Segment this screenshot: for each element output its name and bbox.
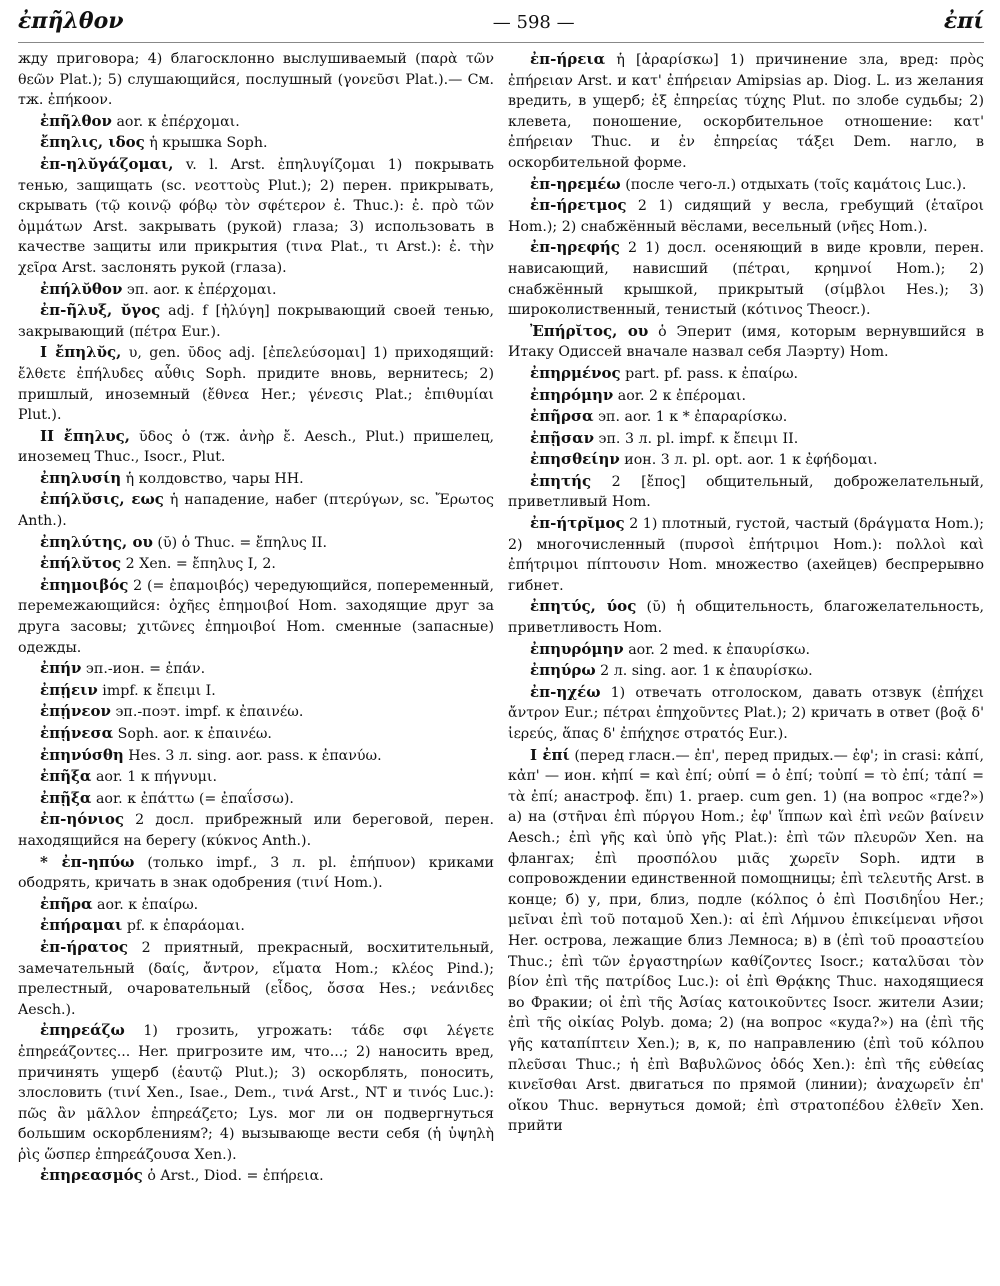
entry-text: 1) грозить, угрожать: τάδε σφι λέγετε ἐπηρεάζοντες... Her. пригрозите им, что...; 2) наносить вред, причинять ущерб (ἑαυτῷ Plut.); 3) оскорблять, поносить, злословить (τινί Xen., Isae., Dem., τινά Arst., NT и τινός Luc.): πῶς ἂν μᾶλλον ἐπηρεάζετο; Lys. мог ли он подвергнуться большим оскорблениям?; 4) вызывающе вести себя (ἡ ὑψηλὴ ῥὶς ὥσπερ ἐπηρεάζουσα Xen.).	[18, 1023, 494, 1163]
entry-headword: ἐπηύρω	[530, 661, 596, 680]
entry-headword: ἐπητύς, ύος	[530, 597, 637, 616]
dictionary-entry	[18, 680, 494, 702]
entry-text: 2 1) сидящий у весла, гребущий (ἑταῖροι Hom.); 2) снабжённый вёслами, весельный (νῆες Hom.).	[508, 198, 984, 235]
entry-headword: ἐπῇξα	[40, 788, 92, 807]
entry-headword: ἐπήραμαι	[40, 916, 123, 935]
entry-text: impf. к ἔπειμι I.	[97, 682, 216, 699]
entry-text: эп.-ион. = ἐπάν.	[81, 661, 206, 678]
right-column	[508, 49, 984, 1285]
entry-text: (ῠ) ἡ общительность, благожелательность, приветливость Hom.	[508, 599, 984, 637]
entry-headword: ἐπηρεασμός	[40, 1166, 143, 1185]
entry-headword: ἐπητής	[530, 471, 592, 490]
entry-text: aor. к ἐπέρχομαι.	[111, 113, 240, 130]
entry-headword: ἐπῆλθον	[40, 111, 112, 130]
entry-text: aor. 2 к ἐπέρομαι.	[613, 387, 746, 404]
entry-text: 1) отвечать отголоском, давать отзвук (ἐπήχει ἄντρον Eur.; πέτραι ἐπηχοῦντες Plat.); 2) кричать в ответ (βοᾷ δ' ἱερεύς, ἅπας δ' ἐπήχησε στρατός Eur.).	[508, 684, 984, 742]
entry-headword: ἐπήλῠθον	[40, 279, 123, 298]
dictionary-entry	[508, 682, 984, 745]
entry-text: эп. 3 л. pl. impf. к ἔπειμι II.	[594, 430, 799, 447]
page-number: — 598 —	[492, 12, 575, 33]
entry-headword: * ἐπ-ηπύω	[40, 852, 135, 871]
dictionary-entry	[508, 745, 984, 1137]
entry-headword: ἐπ-ηχέω	[530, 682, 601, 701]
entry-headword: ἐπ-ήρεια	[530, 50, 606, 68]
entry-headword: ἐπημοιβός	[40, 575, 129, 594]
dictionary-entry	[508, 449, 984, 471]
entry-headword: ἐπῇσαν	[530, 428, 595, 447]
dictionary-entry	[18, 279, 494, 301]
entry-headword: ἐπ-ήρετμος	[530, 196, 627, 215]
entry-text: 2 приятный, прекрасный, восхитительный, замечательный (δαίς, ἄντρον, εἵματα Hom.; κλέος Pind.); прелестный, очаровательный (εἶδος, ὄσσα Hes.; νεάνιδες Aesch.).	[18, 939, 494, 1018]
entry-text: part. pf. pass. к ἐπαίρω.	[620, 365, 799, 382]
dictionary-entry	[18, 532, 494, 554]
entry-text: ион. 3 л. pl. opt. aor. 1 к ἐφήδομαι.	[619, 452, 878, 469]
entry-headword: ἐπηνύσθη	[40, 745, 124, 764]
dictionary-entry	[18, 915, 494, 937]
dictionary-entry	[18, 575, 494, 658]
dictionary-entry	[18, 132, 494, 154]
entry-text: Soph. aor. к ἐπαινέω.	[113, 726, 272, 742]
entry-headword: ἐπηλυσίη	[40, 468, 122, 487]
entry-text: v. l. Arst. ἐπηλυγίζομαι 1) покрывать тенью, защищать (sc. νεοττοὺς Plut.); 2) перен. прикрывать, скрывать (τῷ κοινῷ φόβῳ τὸν σφέτερον ἐ. Thuc.): ἐ. πρὸ τῶν ὀμμάτων Arst. закрывать (рукой) глаза; 3) использовать в качестве защиты или прикрытия (τινα Plat., τι Arst.): ἐ. τὴν χεῖρα Arst. заслонять рукой (глаза).	[18, 156, 494, 276]
dictionary-entry	[18, 1020, 494, 1165]
entry-text: эп.-поэт. impf. к ἐπαινέω.	[110, 704, 304, 721]
entry-headword: ἐπήν	[40, 659, 82, 678]
dictionary-entry	[508, 363, 984, 385]
dictionary-entry	[508, 596, 984, 638]
entry-text: ὁ Arst., Diod. = ἐπήρεια.	[142, 1168, 324, 1185]
dictionary-entry	[18, 49, 494, 111]
dictionary-entry	[508, 406, 984, 428]
dictionary-entry	[18, 788, 494, 810]
dictionary-entry	[18, 342, 494, 425]
entry-text: 2 л. sing. aor. 1 к ἐπαυρίσκω.	[595, 663, 813, 680]
entry-headword: ἐπ-ήτρῐμος	[530, 514, 625, 533]
entry-text: 2 (= ἐπαμοιβός) чередующийся, попеременный, перемежающийся: ὀχῆες ἐπημοιβοί Hom. заходящие друг за друга засовы; χιτῶνες ἐπημοιβοί Hom. сменные (запасные) одежды.	[18, 577, 494, 656]
dictionary-entry	[18, 468, 494, 490]
dictionary-entry	[508, 471, 984, 513]
entry-text: ῠδος ὁ (тж. ἀνὴρ ἔ. Aesch., Plut.) пришелец, иноземец Thuc., Isocr., Plut.	[18, 428, 494, 466]
entry-text: ἡ крышка Soph.	[144, 135, 268, 152]
entry-headword: ἐπ-ηρεφής	[530, 238, 620, 257]
entry-text: adj. f [ἠλύγη] покрывающий своей тенью, закрывающий (πέτρα Eur.).	[18, 303, 494, 340]
dictionary-entry	[18, 723, 494, 745]
entry-headword: ἐπήλῠτος	[40, 554, 122, 573]
dictionary-entry	[508, 195, 984, 237]
entry-headword: ἐπῄνεον	[40, 702, 111, 721]
entry-text: (перед гласн.— ἐπ', перед придых.— ἐφ'; in crasi: κἀπί, κἀπ' — ион. κἠπί = καὶ ἐπί; οὑπί = ὁ ἐπί; τοὐπί = τὸ ἐπί; τἀπί = τὰ ἐπί; анастроф. ἔπι) 1. praep. cum gen. 1) (на вопрос «где?») а) на (στῆναι ἐπὶ πύργου Hom.; ἐφ' ἵππων καὶ ἐπὶ νεῶν βαίνειν Aesch.; ἐπὶ γῆς καὶ ὑπὸ γῆς Plat.): ἐπὶ τῶν πλευρῶν Xen. на флангах; ἐπὶ προσπόλου μιᾶς χωρεῖν Soph. идти в сопровождении единственной помощницы; ἐπὶ τελευτῆς Arst. в конце; б) у, при, близ, подле (κόλπος ὁ ἐπὶ Ποσιδηΐου Her.; μεῖναι ἐπὶ τοῦ ποταμοῦ Xen.): αἱ ἐπὶ Λήμνου ἐπικείμεναι νῆσοι Her. острова, лежащие близ Лемноса; в) в (ἐπὶ τοῦ προαστείου Thuc.; ἐπὶ τῶν ἐργαστηρίων καθίζοντες Isocr.; καταλῦσαι τὸν βίον ἐπὶ τῆς πατρίδος Luc.): οἱ ἐπὶ Θρᾴκης Thuc. находящиеся во Фракии; οἱ ἐπὶ τῆς Ἀσίας κατοικοῦντες Isocr. жители Азии; ἐπὶ τῆς οἰκίας Polyb. дома; 2) (на вопрос «куда?») на (ἐπὶ τῆς γῆς καταπίπτειν Xen.); в, к, по направлению (ἐπὶ τοῦ κόλπου πλεῦσαι Thuc.; ἡ ἐπὶ Βαβυλῶνος ὁδός Xen.): ἐπὶ τῆς εὐθείας κινεῖσθαι Arst. двигаться по прямой (линии); ἀναχωρεῖν ἐπ' οἴκου Thuc. вернуться домой; ἐπὶ στρατοπέδου ἐλθεῖν Xen. прийти	[508, 747, 984, 1135]
entry-text: 2 1) досл. осеняющий в виде кровли, перен. нависающий, нависший (πέτραι, κρημνοί Hom.); 2) снабжённый крышкой, прикрытый (σίμβλοι Hes.); 3) широколиственный, тенистый (κότινος Theocr.).	[508, 240, 984, 319]
entry-text: эп. aor. к ἐπέρχομαι.	[122, 281, 277, 298]
entry-headword: ἐπ-ῆλυξ, ῠγος	[40, 301, 161, 320]
entry-headword: ἐπῆρσα	[530, 407, 594, 426]
entry-headword: ἐπηρεάζω	[40, 1021, 125, 1040]
entry-headword: ἐπ-ήρατος	[40, 937, 128, 956]
dictionary-entry	[508, 660, 984, 682]
entry-headword: II ἔπηλυς,	[40, 426, 131, 445]
entry-text: aor. к ἐπάττω (= ἐπαΐσσω).	[91, 790, 294, 807]
entry-headword: ἐπησθείην	[530, 450, 620, 469]
entry-text: ὁ Эперит (имя, которым вернувшийся в Итаку Одиссей вначале назвал себя Лаэрту) Hom.	[508, 323, 984, 361]
dictionary-entry	[18, 154, 494, 279]
dictionary-entry	[508, 321, 984, 363]
dictionary-entry	[18, 937, 494, 1020]
entry-headword: Ἐπήρῐτος, ου	[530, 321, 649, 340]
entry-text: aor. 1 к πήγνυμι.	[91, 769, 217, 786]
entry-text: 2 1) плотный, густой, частый (δράγματα Hom.); 2) многочисленный (πυρσοὶ ἐπήτριμοι Hom.): πολλοὶ καὶ ἐπήτριμοι πίπτουσιν Hom. множество (ахейцев) беспрерывно гибнет.	[508, 516, 984, 594]
dictionary-entry	[18, 1165, 494, 1187]
entry-text: Hes. 3 л. sing. aor. pass. к ἐπανύω.	[123, 747, 382, 764]
dictionary-entry	[18, 553, 494, 575]
entry-headword: ἐπῄειν	[40, 680, 98, 699]
text-columns	[18, 49, 984, 1285]
dictionary-entry	[508, 49, 984, 174]
entry-text: ἡ колдовство, чары HH.	[121, 470, 304, 487]
dictionary-entry	[508, 385, 984, 407]
entry-text: 2 досл. прибрежный или береговой, перен. находящийся на берегу (κύκνος Anth.).	[18, 812, 494, 849]
running-head-left: ἐπῆλθον	[18, 8, 124, 34]
entry-headword: ἐπ-ηόνιος	[40, 810, 125, 829]
page-header	[18, 8, 984, 43]
entry-headword: ἐπ-ηρεμέω	[530, 174, 621, 193]
entry-text: aor. 2 med. к ἐπαυρίσκω.	[623, 641, 810, 658]
dictionary-entry	[18, 489, 494, 531]
entry-text: pf. к ἐπαράομαι.	[122, 918, 245, 935]
entry-text: (только impf., 3 л. pl. ἐπήπυον) криками ободрять, кричать в знак одобрения (τινί Hom.).	[18, 854, 494, 892]
entry-headword: ἐπηλύτης, ου	[40, 532, 153, 551]
entry-text: ἡ [ἀραρίσκω] 1) причинение зла, вред: πρὸς ἐπήρειαν Arst. и κατ' ἐπήρειαν Amipsias ap. Diog. L. из желания вредить, в ущерб; ἐξ ἐπηρείας τύχης Plut. по злобе судьбы; 2) клевета, поношение, оскорбительное отношение: κατ' ἐπήρειαν Thuc. и ἐν ἐπηρείας τάξει Dem. нагло, в оскорбительной форме.	[508, 52, 984, 171]
running-head-right: ἐπί	[943, 8, 984, 34]
entry-headword: I ἔπηλῠς,	[40, 343, 122, 362]
entry-headword: ἐπηρμένος	[530, 363, 621, 382]
dictionary-entry	[18, 426, 494, 468]
entry-headword: ἐπηυρόμην	[530, 639, 624, 658]
dictionary-entry	[18, 111, 494, 133]
entry-text: (после чего-л.) отдыхать (τοῖς καμάτοις Luc.).	[620, 176, 967, 193]
entry-text: 2 [ἔπος] общительный, доброжелательный, приветливый Hom.	[508, 473, 984, 511]
entry-headword: ἐπήλῠσις, εως	[40, 490, 164, 509]
entry-text: aor. к ἐπαίρω.	[92, 896, 199, 913]
dictionary-entry	[508, 237, 984, 320]
entry-text: ἡ нападение, набег (πτερύγων, sc. Ἔρωτος Anth.).	[18, 492, 494, 530]
dictionary-entry	[508, 428, 984, 450]
entry-text: эп. aor. 1 к * ἐπαραρίσκω.	[593, 409, 788, 426]
entry-headword: ἐπηρόμην	[530, 385, 614, 404]
dictionary-entry	[18, 300, 494, 342]
dictionary-entry	[18, 766, 494, 788]
entry-text: жду приговора; 4) благосклонно выслушиваемый (παρὰ τῶν θεῶν Plat.); 5) слушающийся, послушный (γονεῦσι Plat.).— См. тж. ἐπήκοον.	[18, 51, 494, 109]
dictionary-entry	[508, 513, 984, 596]
dictionary-entry	[18, 852, 494, 894]
left-column	[18, 49, 494, 1285]
entry-text: 2 Xen. = ἔπηλυς I, 2.	[121, 556, 276, 573]
dictionary-entry	[18, 745, 494, 767]
entry-headword: ἐπῆξα	[40, 767, 92, 786]
entry-headword: I ἐπί	[530, 745, 570, 764]
dictionary-entry	[18, 701, 494, 723]
entry-text: (ῠ) ὁ Thuc. = ἔπηλυς II.	[152, 534, 328, 551]
entry-headword: ἐπῄνεσα	[40, 724, 114, 742]
entry-headword: ἐπ-ηλῠγάζομαι,	[40, 154, 174, 173]
entry-headword: ἔπηλις, ιδος	[40, 133, 145, 152]
entry-headword: ἐπῆρα	[40, 894, 93, 913]
entry-text: υ, gen. ῠδος adj. [ἐπελεύσομαι] 1) приходящий: ἔλθετε ἐπήλυδες αὖθις Soph. придите вновь, вернитесь; 2) пришлый, иноземный (ἔθνεα Her.; γένεσις Plat.; ἐπιθυμίαι Plut.).	[18, 345, 494, 424]
dictionary-entry	[508, 174, 984, 196]
dictionary-entry	[18, 894, 494, 916]
dictionary-entry	[18, 658, 494, 680]
dictionary-entry	[18, 809, 494, 851]
dictionary-entry	[508, 639, 984, 661]
